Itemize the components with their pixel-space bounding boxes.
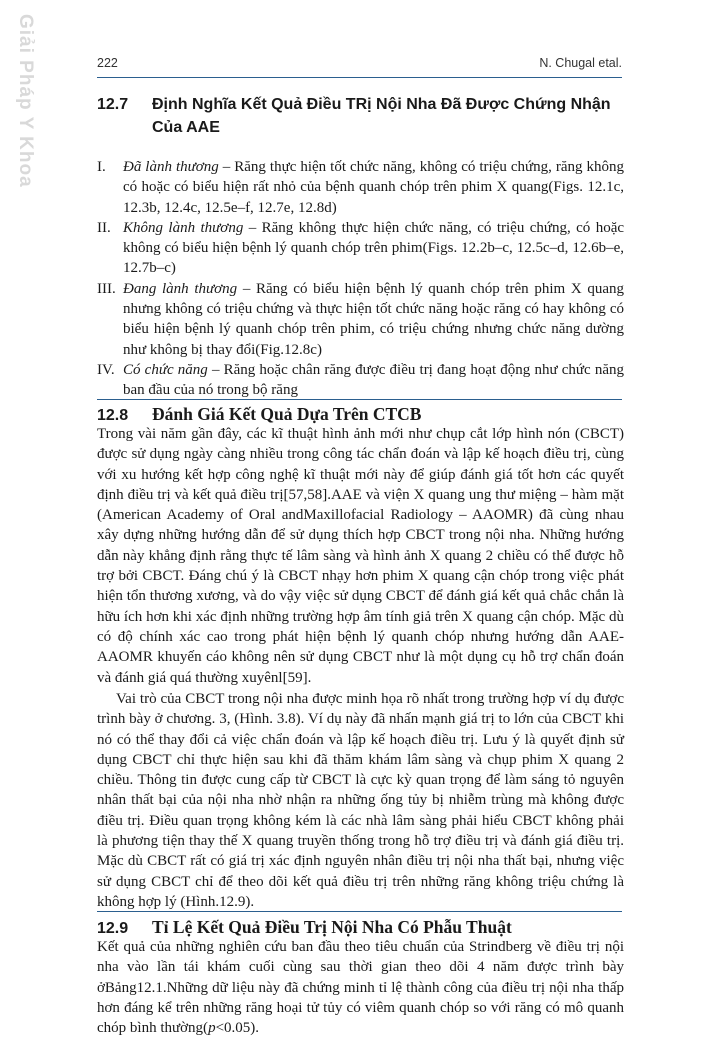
definition-text: – Răng có biểu hiện bệnh lý quanh chóp trên phim X quang nhưng không có triệu chứng và thực hiện tốt chức năng hoặc răng có hay không có biểu hiện bệnh lý quanh chóp trên phim, có triệu chứng nhưng chức năng dường như không bị thay đổi(Fig.12.8c) (123, 280, 624, 358)
definition-term: Đang lành thương (123, 280, 238, 297)
body-paragraph: Trong vài năm gần đây, các kĩ thuật hình ảnh mới như chụp cắt lớp hình nón (CBCT) được sử dụng ngày càng nhiều trong công tác chẩn đoán và lập kế hoạch điều trị, cùng với xu hướng kết hợp công nghệ kĩ thuật mới này để giúp đánh giá tốt hơn các quyết định điều trị và kết quả điều trị[57,58].AAE và viện X quang ung thư miệng – hàm mặt (American Academy of Oral andMaxillofacial Radiology – AAOMR) đã cùng nhau xây dựng những hướng dẫn để sử dụng thích hợp CBCT trong nội nha. Những hướng dẫn này khẳng định rằng thực tế lâm sàng và hình ảnh X quang 2 chiều có thể được hỗ trợ bởi CBCT. Đáng chú ý là CBCT nhạy hơn phim X quang cận chóp trong việc phát hiện tổn thương xương, và do vậy việc sử dụng CBCT để đánh giá kết quả chắc chắn là hữu ích hơn khi xác định những trường hợp âm tính giả trên X quang cận chóp. Mặc dù có độ chính xác cao trong phát hiện bệnh lý quanh chóp nhưng hướng dẫn AAE-AAOMR khuyến cáo không nên sử dụng CBCT như là một dụng cụ hỗ trợ chẩn đoán và đánh giá quá thường xuyênl[59]. (97, 426, 624, 686)
definition-term: Không lành thương (123, 219, 244, 236)
section-heading-12-9 (97, 917, 629, 939)
section-number: 12.9 (97, 920, 129, 937)
page-number: 222 (97, 56, 118, 70)
definition-text: – Răng hoặc chân răng được điều trị đang hoạt động như chức năng ban đầu của nó trong bộ răng (123, 361, 624, 399)
definition-text: – Răng thực hiện tốt chức năng, không có triệu chứng, răng không có hoặc có biểu hiện rất nhỏ của bệnh quanh chóp trên phim X quang(Figs. 12.1c, 12.3b, 12.4c, 12.5e–f, 12.7e, 12.8d) (123, 159, 624, 216)
paragraph-text-end: <0.05). (215, 1020, 260, 1037)
section-title-line2: Của AAE (152, 119, 220, 136)
section-heading-12-7 (97, 93, 629, 139)
definition-list (97, 157, 624, 401)
roman-numeral: IV. (97, 361, 115, 378)
definition-text: – Răng không thực hiện chức năng, có triệu chứng, có hoặc không có biểu hiện bệnh lý quanh chóp trên phim(Figs. 12.2b–c, 12.5c–d, 12.6b–e, 12.7b–c) (123, 219, 625, 277)
body-paragraph (97, 937, 624, 1038)
p-value-symbol: p (208, 1020, 216, 1037)
section-rule-12-8 (97, 399, 622, 400)
section-title-line1: Định Nghĩa Kết Quả Điều TRị Nội Nha Đã Được Chứng Nhận (152, 96, 611, 113)
paragraph-text: Kết quả của những nghiên cứu ban đầu theo tiêu chuẩn của Strindberg về điều trị nội nha vào lần tái khám cuối cùng sau thời gian theo dõi 4 năm được trình bày ởBảng12.1.Những dữ liệu này đã chứng minh tỉ lệ thành công của điều trị nội nha thấp hơn đáng kể trên những răng hoại tử tủy có viêm quanh chóp so với răng có mô quanh chóp bình thường( (97, 939, 624, 1037)
section-number: 12.7 (97, 96, 129, 113)
definition-term: Có chức năng (123, 361, 208, 378)
section-rule-12-9 (97, 911, 622, 912)
section-number: 12.8 (97, 407, 129, 424)
roman-numeral: II. (97, 219, 111, 236)
author-header: N. Chugal etal. (539, 56, 622, 70)
roman-numeral: I. (97, 159, 106, 175)
definition-item (97, 279, 624, 360)
section-title: Tỉ Lệ Kết Quả Điều Trị Nội Nha Có Phẫu Thuật (152, 917, 512, 937)
definition-term: Đã lành thương (123, 159, 219, 175)
header-rule (97, 77, 622, 78)
watermark: Giải Pháp Y Khoa (15, 14, 36, 188)
definition-item (97, 360, 624, 401)
section-heading-12-8 (97, 404, 629, 426)
body-paragraph: Vai trò của CBCT trong nội nha được minh họa rõ nhất trong trường hợp ví dụ được trình bày ở chương. 3, (Hình. 3.8). Ví dụ này đã nhấn mạnh giá trị to lớn của CBCT khi nó có thể thay đổi cả việc chẩn đoán và lập kế hoạch điều trị. Lưu ý là quyết định sử dụng CBCT chỉ thực hiện sau khi đã thăm khám lâm sàng và chụp phim X quang 2 chiều. Thông tin được cung cấp từ CBCT là cực kỳ quan trọng để làm sáng tỏ nguyên nhân thất bại của nội nha nhờ nhận ra những ống tủy bị nhiễm trùng mà không được điều trị. Điều quan trọng không kém là các nhà lâm sàng phải hiểu CBCT không phải là phương tiện thay thế X quang truyền thống trong hỗ trợ điều trị và đánh giá điều trị. Mặc dù CBCT rất có giá trị xác định nguyên nhân điều trị nội nha thất bại, nhưng việc sử dụng CBCT chỉ để theo dõi kết quả điều trị trên những răng không triệu chứng là không hợp lý (Hình.12.9). (97, 691, 624, 910)
running-head (97, 56, 622, 70)
section-title: Đánh Giá Kết Quả Dựa Trên CTCB (152, 404, 422, 424)
definition-item (97, 157, 624, 218)
roman-numeral: III. (97, 280, 116, 297)
definition-item (97, 218, 624, 279)
